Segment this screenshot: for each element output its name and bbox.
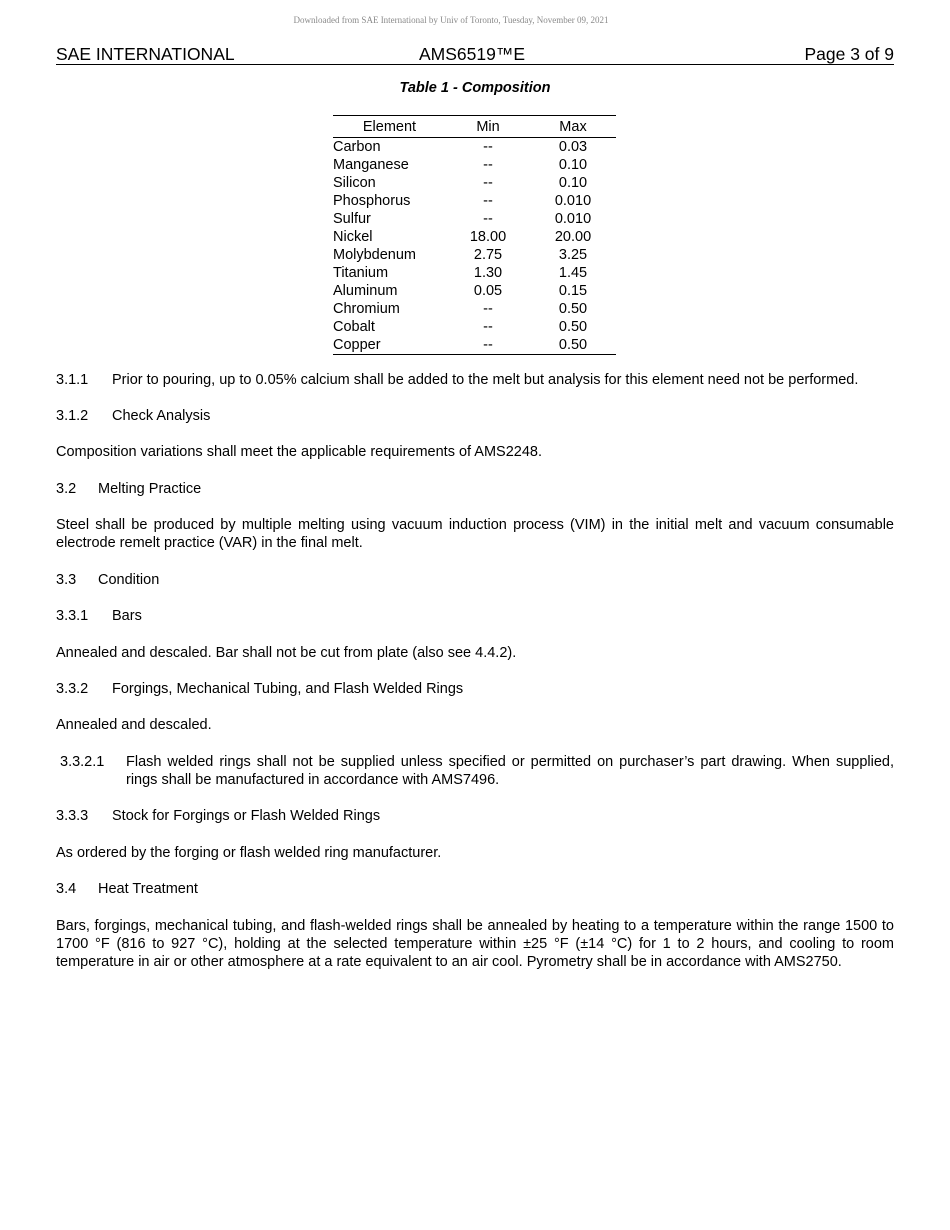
- min-cell: --: [483, 174, 493, 191]
- max-cell: 0.15: [558, 282, 588, 299]
- element-cell: Carbon: [333, 138, 381, 155]
- max-cell: 0.10: [558, 156, 588, 173]
- section-number: 3.4: [56, 881, 77, 897]
- element-cell: Molybdenum: [333, 246, 417, 263]
- table-row: [333, 210, 616, 228]
- max-cell: 1.45: [558, 264, 588, 281]
- min-cell: 18.00: [469, 228, 507, 245]
- section-title: Stock for Forgings or Flash Welded Rings: [112, 808, 381, 824]
- section-number: 3.3.1: [56, 608, 89, 624]
- section-number: 3.3: [56, 572, 77, 588]
- column-header-element: Element: [333, 116, 446, 138]
- table-row: [333, 318, 616, 336]
- section-text: Prior to pouring, up to 0.05% calcium shall be added to the melt but analysis for this element need not be performed.: [112, 372, 859, 388]
- section-text: Flash welded rings shall not be supplied unless specified or permitted on purchaser’s part drawing. When supplied, rings shall be manufactured in accordance with AMS7496.: [126, 754, 894, 788]
- composition-table: [333, 115, 616, 355]
- element-cell: Manganese: [333, 156, 409, 173]
- element-cell: Phosphorus: [333, 192, 411, 209]
- min-cell: --: [483, 156, 493, 173]
- section-title: Condition: [98, 572, 160, 588]
- section-title: Melting Practice: [98, 481, 202, 497]
- section-3-3-heading: [56, 571, 894, 589]
- element-cell: Chromium: [333, 300, 400, 317]
- max-cell: 0.50: [558, 318, 588, 335]
- section-3-1-2-heading: [56, 407, 894, 425]
- section-3-2-heading: [56, 480, 894, 498]
- min-cell: --: [483, 318, 493, 335]
- section-title: Check Analysis: [112, 408, 211, 424]
- section-3-3-1-heading: [56, 607, 894, 625]
- section-3-3-2-heading: [56, 680, 894, 698]
- max-cell: 0.03: [558, 138, 588, 155]
- element-cell: Sulfur: [333, 210, 371, 227]
- header-page-number: Page 3 of 9: [804, 44, 894, 64]
- max-cell: 20.00: [554, 228, 592, 245]
- min-cell: --: [483, 210, 493, 227]
- table-row: [333, 138, 616, 157]
- section-number: 3.3.3: [56, 808, 89, 824]
- table-row: [333, 174, 616, 192]
- section-3-1-1: [56, 371, 894, 389]
- section-title: Heat Treatment: [98, 881, 198, 897]
- element-cell: Silicon: [333, 174, 376, 191]
- table-row: [333, 246, 616, 264]
- section-number: 3.1.1: [56, 372, 89, 388]
- min-cell: --: [483, 336, 493, 353]
- section-3-4-heading: [56, 880, 894, 898]
- max-cell: 0.50: [558, 300, 588, 317]
- table-header-row: [333, 116, 616, 138]
- max-cell: 3.25: [558, 246, 588, 263]
- table-row: [333, 156, 616, 174]
- header-document-number: AMS6519™E: [419, 44, 526, 64]
- table-row: [333, 264, 616, 282]
- download-watermark: Downloaded from SAE International by Univ of Toronto, Tuesday, November 09, 2021: [293, 15, 609, 25]
- min-cell: --: [483, 192, 493, 209]
- header-organization: SAE INTERNATIONAL: [56, 44, 235, 64]
- column-header-max: Max: [530, 116, 616, 138]
- section-3-2-body: Steel shall be produced by multiple melting using vacuum induction process (VIM) in the initial melt and vacuum consumable electrode remelt practice (VAR) in the final melt.: [56, 517, 894, 551]
- max-cell: 0.10: [558, 174, 588, 191]
- table-row: [333, 336, 616, 355]
- section-3-3-2-body: Annealed and descaled.: [56, 717, 212, 733]
- section-number: 3.3.2.1: [60, 754, 105, 770]
- section-title: Forgings, Mechanical Tubing, and Flash Welded Rings: [112, 681, 464, 697]
- min-cell: 2.75: [473, 246, 503, 263]
- table-row: [333, 228, 616, 246]
- section-number: 3.2: [56, 481, 77, 497]
- element-cell: Titanium: [333, 264, 389, 281]
- element-cell: Copper: [333, 336, 381, 353]
- section-3-4-body: Bars, forgings, mechanical tubing, and flash-welded rings shall be annealed by heating to a temperature within the range 1500 to 1700 °F (816 to 927 °C), holding at the selected temperature within ±25 °F (±14 °C) for 1 to 2 hours, and cooling to room temperature in air or other atmosphere at a rate equivalent to an air cool. Pyrometry shall be in accordance with AMS2750.: [56, 918, 894, 970]
- max-cell: 0.50: [558, 336, 588, 353]
- section-number: 3.1.2: [56, 408, 89, 424]
- section-3-3-3-body: As ordered by the forging or flash welded ring manufacturer.: [56, 845, 442, 861]
- column-header-min: Min: [446, 116, 530, 138]
- table-row: [333, 300, 616, 318]
- section-3-3-2-1: [60, 753, 894, 789]
- min-cell: --: [483, 138, 493, 155]
- element-cell: Cobalt: [333, 318, 375, 335]
- min-cell: 1.30: [473, 264, 503, 281]
- section-3-3-1-body: Annealed and descaled. Bar shall not be cut from plate (also see 4.4.2).: [56, 645, 517, 661]
- element-cell: Aluminum: [333, 282, 398, 299]
- section-3-1-2-body: Composition variations shall meet the applicable requirements of AMS2248.: [56, 444, 543, 460]
- page-header: [56, 44, 894, 65]
- min-cell: 0.05: [473, 282, 503, 299]
- max-cell: 0.010: [554, 192, 592, 209]
- section-title: Bars: [112, 608, 142, 624]
- table-row: [333, 192, 616, 210]
- element-cell: Nickel: [333, 228, 373, 245]
- max-cell: 0.010: [554, 210, 592, 227]
- section-number: 3.3.2: [56, 681, 89, 697]
- section-3-3-3-heading: [56, 807, 894, 825]
- table-caption: Table 1 - Composition: [399, 80, 551, 96]
- table-row: [333, 282, 616, 300]
- min-cell: --: [483, 300, 493, 317]
